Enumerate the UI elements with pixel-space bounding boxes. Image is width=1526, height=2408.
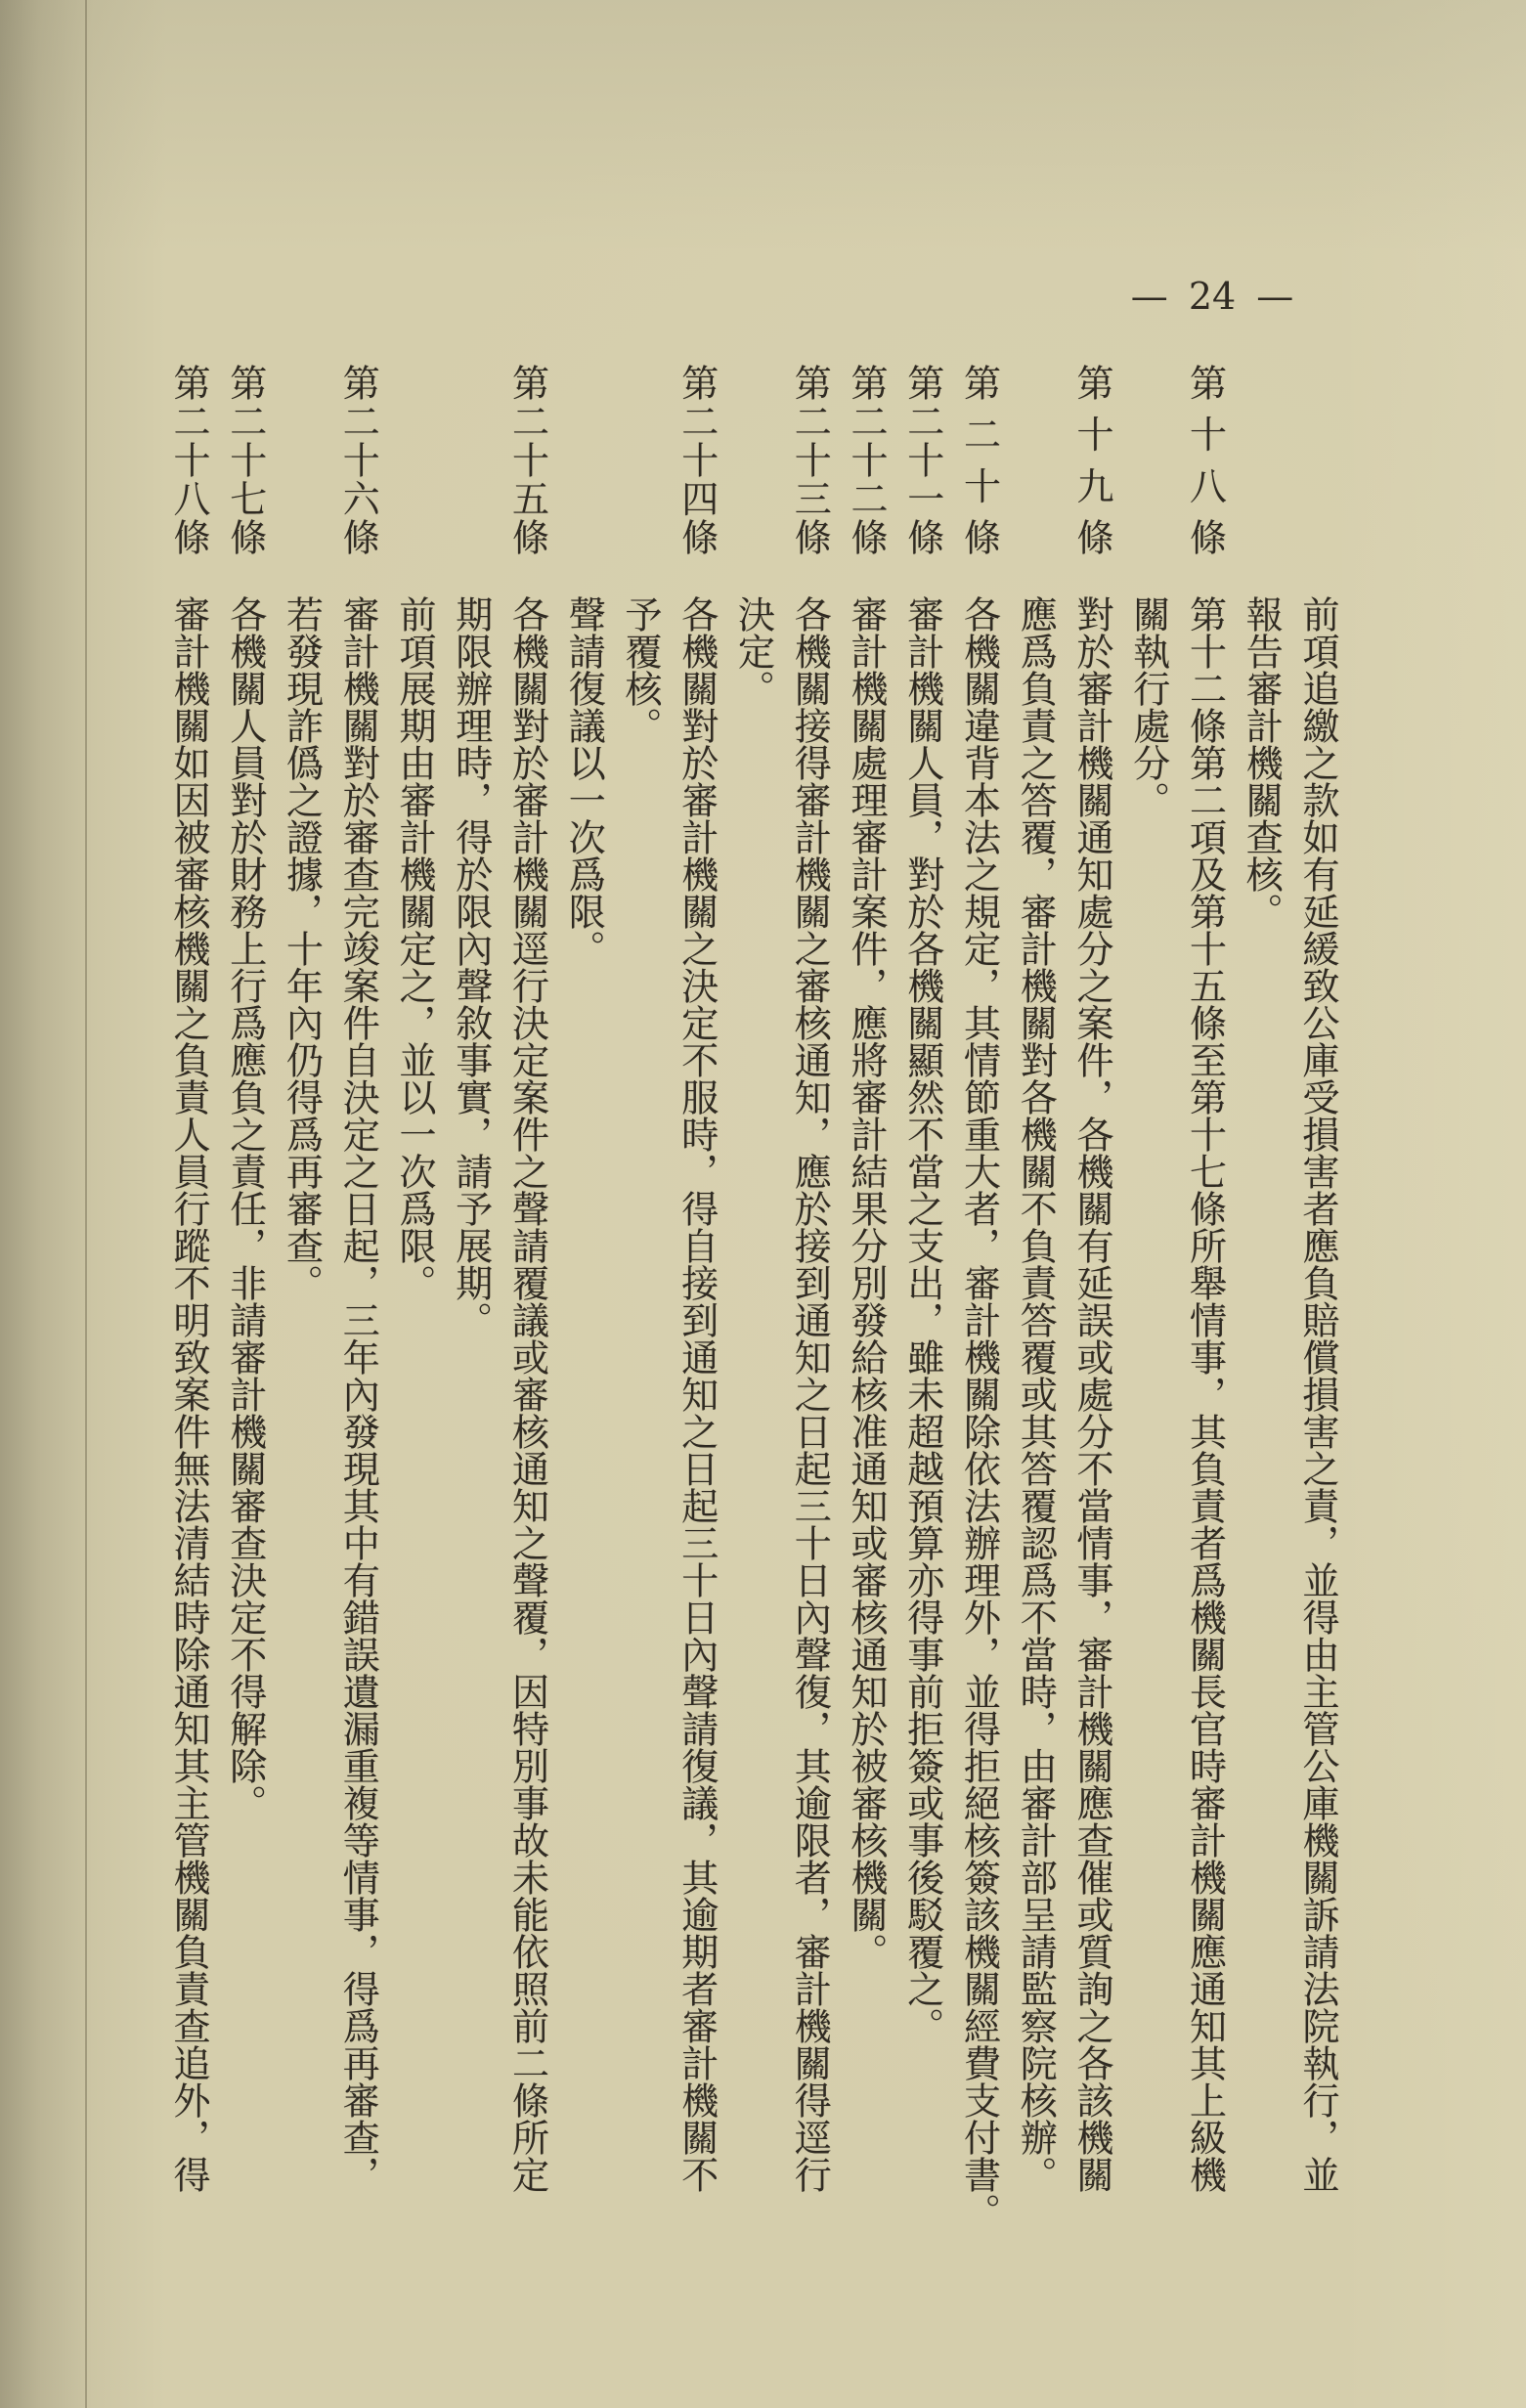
text-column (159, 364, 216, 2270)
article-heading: 第二十條 (957, 364, 1001, 555)
article-text: 審計機關如因被審核機關之負責人員行蹤不明致案件無法清結時除通知其主管機關負責查追外，得 (167, 595, 210, 2193)
article-text: 予覆核。 (619, 595, 662, 744)
article-heading (1288, 364, 1345, 555)
article-heading: 第二十四條 (675, 364, 719, 555)
article-heading: 第十九條 (1070, 364, 1113, 555)
article-heading (1119, 364, 1176, 555)
article-text: 前項展期由審計機關定之，並以一次爲限。 (393, 595, 436, 1301)
article-heading: 第二十五條 (505, 364, 549, 555)
text-column (1063, 364, 1119, 2270)
article-text: 各機關對於審計機關之決定不服時，得自接到通知之日起三十日內聲請復議，其逾期者審計機關不 (675, 595, 719, 2193)
article-heading: 第二十一條 (900, 364, 944, 555)
article-heading (555, 364, 612, 555)
text-column (781, 364, 838, 2270)
article-text: 期限辦理時，得於限內聲敘事實，請予展期。 (449, 595, 493, 1338)
article-text: 若發現詐僞之證據，十年內仍得爲再審查。 (280, 595, 324, 1301)
text-column (385, 364, 442, 2270)
text-column (1119, 364, 1176, 2270)
article-text: 各機關人員對於財務上行爲應負之責任，非請審計機關審查決定不得解除。 (223, 595, 267, 1821)
binding-fold-line (85, 0, 87, 2408)
article-heading: 第十八條 (1183, 364, 1227, 555)
article-text: 對於審計機關通知處分之案件，各機關有延誤或處分不當情事，審計機關應查催或質詢之各該機關 (1070, 595, 1113, 2193)
article-heading: 第二十七條 (223, 364, 267, 555)
page-number: — 24 — (1130, 275, 1294, 318)
text-column (611, 364, 668, 2270)
text-column (442, 364, 499, 2270)
article-heading: 第二十八條 (167, 364, 210, 555)
article-heading: 第二十六條 (336, 364, 380, 555)
text-column (499, 364, 555, 2270)
text-column (1288, 364, 1345, 2270)
text-column (894, 364, 950, 2270)
article-text: 審計機關處理審計案件，應將審計結果分別發給核准通知或審核通知於被審核機關。 (845, 595, 888, 1970)
article-text: 關執行處分。 (1126, 595, 1170, 818)
article-heading: 第二十三條 (788, 364, 832, 555)
article-text: 各機關對於審計機關逕行決定案件之聲請覆議或審核通知之聲覆，因特別事故未能依照前二條所定 (505, 595, 549, 2193)
article-heading (273, 364, 329, 555)
article-text: 第十二條第二項及第十五條至第十七條所舉情事，其負責者爲機關長官時審計機關應通知其上級機 (1183, 595, 1227, 2193)
article-text: 各機關接得審計機關之審核通知，應於接到通知之日起三十日內聲復，其逾限者，審計機關得逕行 (788, 595, 832, 2193)
article-heading (724, 364, 781, 555)
article-heading (1007, 364, 1064, 555)
article-text: 審計機關人員，對於各機關顯然不當之支出，雖未超越預算亦得事前拒簽或事後駁覆之。 (900, 595, 944, 2044)
text-column (668, 364, 724, 2270)
text-column (837, 364, 894, 2270)
text-column (950, 364, 1007, 2270)
article-heading (385, 364, 442, 555)
text-column (273, 364, 329, 2270)
text-column (1233, 364, 1289, 2270)
article-text: 各機關違背本法之規定，其情節重大者，審計機關除依法辦理外，並得拒絕核簽該機關經費支付書。 (957, 595, 1001, 2230)
article-text: 前項追繳之款如有延緩致公庫受損害者應負賠償損害之責，並得由主管公庫機關訴請法院執行，並 (1296, 595, 1339, 2193)
text-column (724, 364, 781, 2270)
article-heading: 第二十二條 (845, 364, 888, 555)
text-column (1176, 364, 1233, 2270)
text-column (555, 364, 612, 2270)
text-column (216, 364, 273, 2270)
article-heading (611, 364, 668, 555)
text-column (1007, 364, 1064, 2270)
article-text: 報告審計機關查核。 (1240, 595, 1284, 930)
vertical-text-body (159, 364, 1345, 2270)
article-text: 聲請復議以一次爲限。 (562, 595, 606, 967)
article-heading (1233, 364, 1289, 555)
text-column (329, 364, 386, 2270)
article-text: 決定。 (731, 595, 775, 707)
article-heading (442, 364, 499, 555)
article-text: 審計機關對於審查完竣案件自決定之日起，三年內發現其中有錯誤遺漏重複等情事，得爲再審查， (336, 595, 380, 2193)
article-text: 應爲負責之答覆，審計機關對各機關不負責答覆或其答覆認爲不當時，由審計部呈請監察院核辦。 (1014, 595, 1058, 2193)
